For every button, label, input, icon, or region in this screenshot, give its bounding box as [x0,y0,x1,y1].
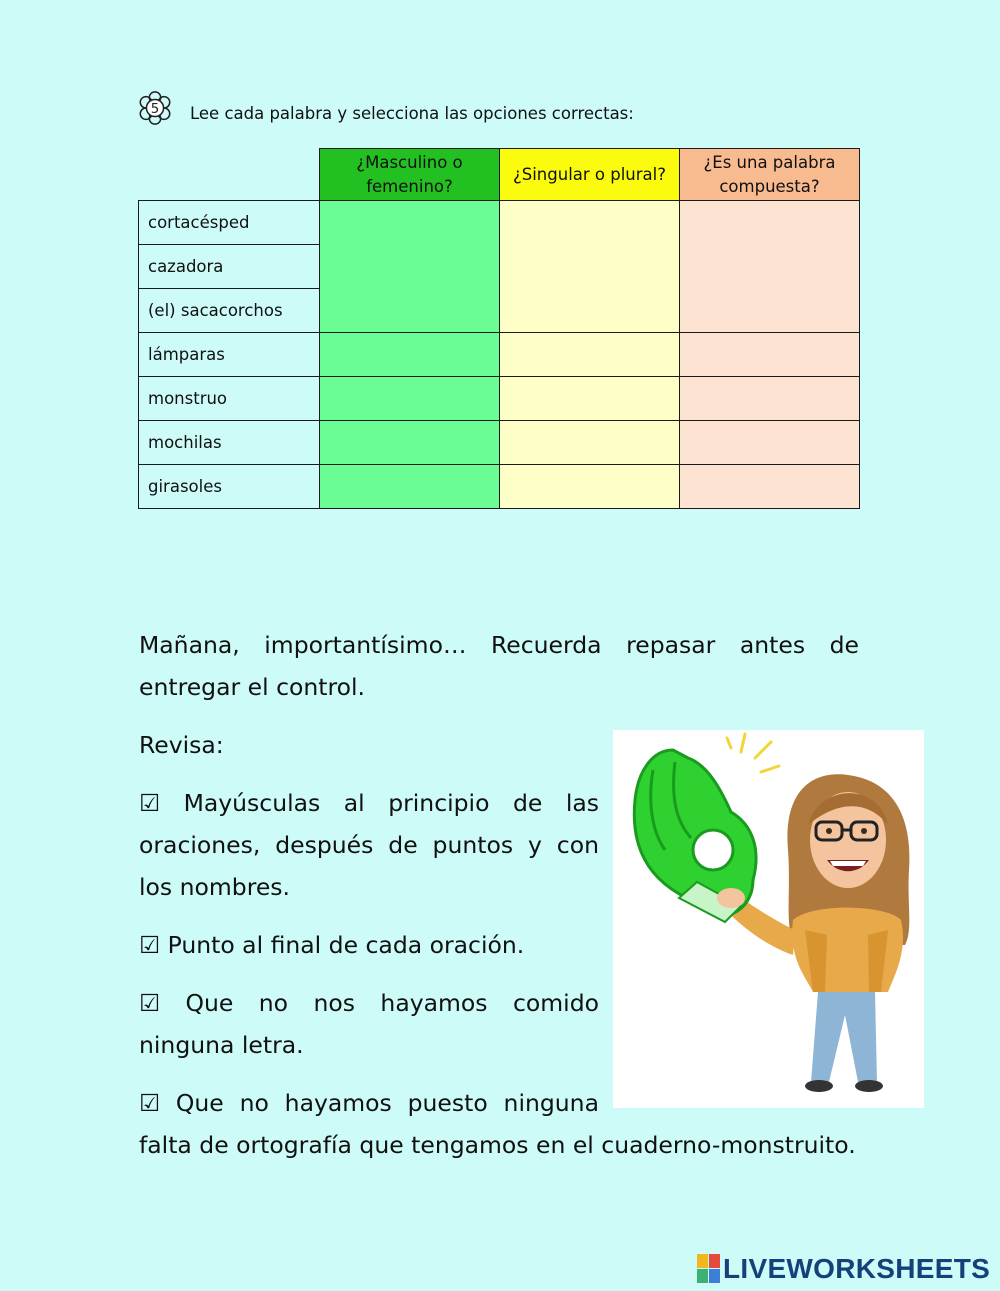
checkbox-icon: ☑ [139,789,161,817]
checklist-item-text: Mayúsculas al principio de las oraciones, después de puntos y con los nombres. [139,789,599,901]
liveworksheets-brand[interactable] [697,1252,990,1286]
number-answer-dropdown[interactable] [500,421,680,465]
table-row [139,465,860,509]
gender-answer-dropdown[interactable] [320,333,500,377]
gender-answer-dropdown[interactable] [320,465,500,509]
teacher-avatar-illustration [613,730,924,1108]
brand-name: LIVEWORKSHEETS [723,1253,991,1284]
liveworksheets-logo-icon [697,1254,721,1284]
svg-text:5: 5 [150,101,160,117]
gender-answer-dropdown[interactable] [320,421,500,465]
flower-number-icon [136,89,174,127]
checklist-item-text: Que no nos hayamos comido ninguna letra. [139,989,599,1059]
intro-paragraph: Mañana, importantísimo… Recuerda repasar antes de entregar el control. [139,631,859,701]
checkbox-icon: ☑ [139,931,161,959]
word-cell: mochilas [139,421,320,465]
compound-answer-dropdown[interactable] [680,333,860,377]
table-row [139,201,860,245]
word-cell: monstruo [139,377,320,421]
table-row [139,421,860,465]
checklist-item [139,1082,599,1124]
words-table [138,148,860,509]
gender-answer-dropdown[interactable] [320,201,500,333]
checklist-item [139,782,599,908]
checklist-continuation: falta de ortografía que tengamos en el cuaderno-monstruito. [139,1131,856,1159]
number-answer-dropdown[interactable] [500,333,680,377]
checklist-item [139,982,599,1066]
checklist-item-text: Punto al final de cada oración. [167,931,525,959]
word-cell: cortacésped [139,201,320,245]
checkbox-icon: ☑ [139,989,161,1017]
compound-answer-dropdown[interactable] [680,421,860,465]
compound-answer-dropdown[interactable] [680,465,860,509]
compound-answer-dropdown[interactable] [680,377,860,421]
exercise-instruction [136,88,634,128]
table-row [139,377,860,421]
gender-answer-dropdown[interactable] [320,377,500,421]
table-header-row [139,149,860,201]
number-answer-dropdown[interactable] [500,201,680,333]
checkbox-icon: ☑ [139,1089,161,1117]
number-answer-dropdown[interactable] [500,377,680,421]
header-blank-cell [139,149,320,201]
checklist-item-text: Que no hayamos puesto ninguna [175,1089,599,1117]
checklist-item [139,924,599,966]
revisa-heading: Revisa: [139,731,224,759]
word-cell: (el) sacacorchos [139,289,320,333]
header-gender: ¿Masculino o femenino? [320,149,500,201]
header-number: ¿Singular o plural? [500,149,680,201]
table-row [139,333,860,377]
avatar-icon [613,730,924,1108]
word-cell: lámparas [139,333,320,377]
header-compound: ¿Es una palabra compuesta? [680,149,860,201]
compound-answer-dropdown[interactable] [680,201,860,333]
number-answer-dropdown[interactable] [500,465,680,509]
instruction-text: Lee cada palabra y selecciona las opciones correctas: [190,103,634,123]
word-cell: girasoles [139,465,320,509]
word-cell: cazadora [139,245,320,289]
